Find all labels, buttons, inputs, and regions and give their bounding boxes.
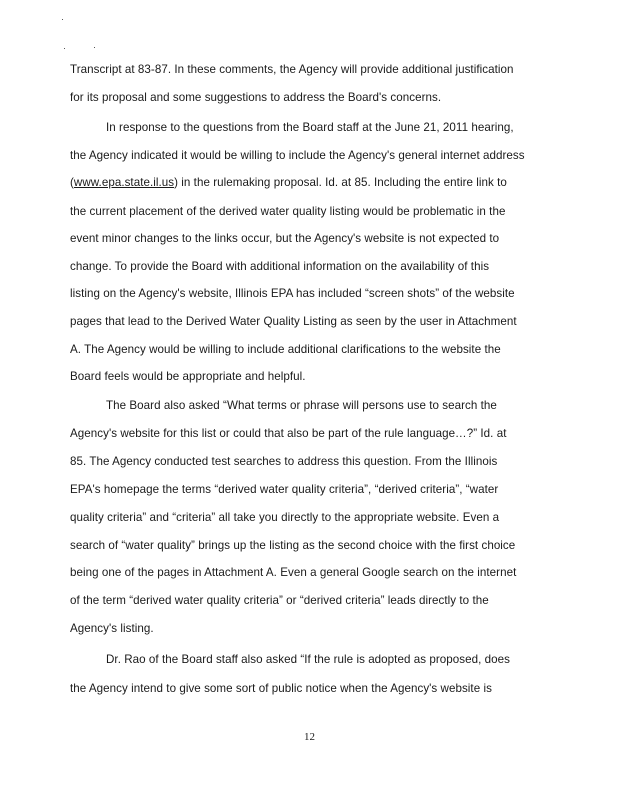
text-line: search of “water quality” brings up the listing as the second choice with the first choice (70, 539, 516, 552)
page-number: 12 (304, 731, 315, 743)
text-line: In response to the questions from the Board staff at the June 21, 2011 hearing, (106, 121, 514, 134)
text-line: Agency's website for this list or could that also be part of the rule language…?” Id. at (70, 427, 507, 440)
text-line: A. The Agency would be willing to include additional clarifications to the website the (70, 343, 501, 356)
text-line: listing on the Agency's website, Illinois EPA has included “screen shots” of the website (70, 287, 515, 300)
text-line: 85. The Agency conducted test searches to address this question. From the Illinois (70, 455, 498, 468)
text-line: Transcript at 83-87. In these comments, the Agency will provide additional justification (70, 63, 514, 76)
text-line: Board feels would be appropriate and helpful. (70, 370, 306, 383)
text-line: pages that lead to the Derived Water Quality Listing as seen by the user in Attachment (70, 315, 517, 328)
scan-speck (94, 47, 95, 48)
text-line: The Board also asked “What terms or phrase will persons use to search the (106, 399, 497, 412)
text-line: EPA's homepage the terms “derived water quality criteria”, “derived criteria”, “water (70, 483, 499, 496)
text-line: quality criteria” and “criteria” all take you directly to the appropriate website. Even a (70, 511, 500, 524)
scan-speck (62, 19, 63, 20)
text-line: being one of the pages in Attachment A. Even a general Google search on the internet (70, 566, 517, 579)
text-line: Dr. Rao of the Board staff also asked “If the rule is adopted as proposed, does (106, 653, 510, 666)
text-line: event minor changes to the links occur, but the Agency's website is not expected to (70, 232, 500, 245)
text-line: change. To provide the Board with additional information on the availability of this (70, 260, 490, 273)
scan-speck (64, 48, 65, 49)
text-line: of the term “derived water quality criteria” or “derived criteria” leads directly to the (70, 594, 489, 607)
text-line: Agency's listing. (70, 622, 154, 635)
text-line: for its proposal and some suggestions to address the Board's concerns. (70, 91, 442, 104)
text-line: the Agency intend to give some sort of public notice when the Agency's website is (70, 682, 492, 695)
text-line: the Agency indicated it would be willing to include the Agency's general internet address (70, 149, 525, 162)
agency-website-link[interactable]: www.epa.state.il.us (73, 176, 175, 189)
text-line: the current placement of the derived water quality listing would be problematic in the (70, 205, 506, 218)
text-fragment: ) in the rulemaking proposal. Id. at 85. Including the entire link to (174, 176, 507, 189)
text-fragment: ( (70, 176, 74, 189)
text-line-with-link (70, 176, 507, 190)
